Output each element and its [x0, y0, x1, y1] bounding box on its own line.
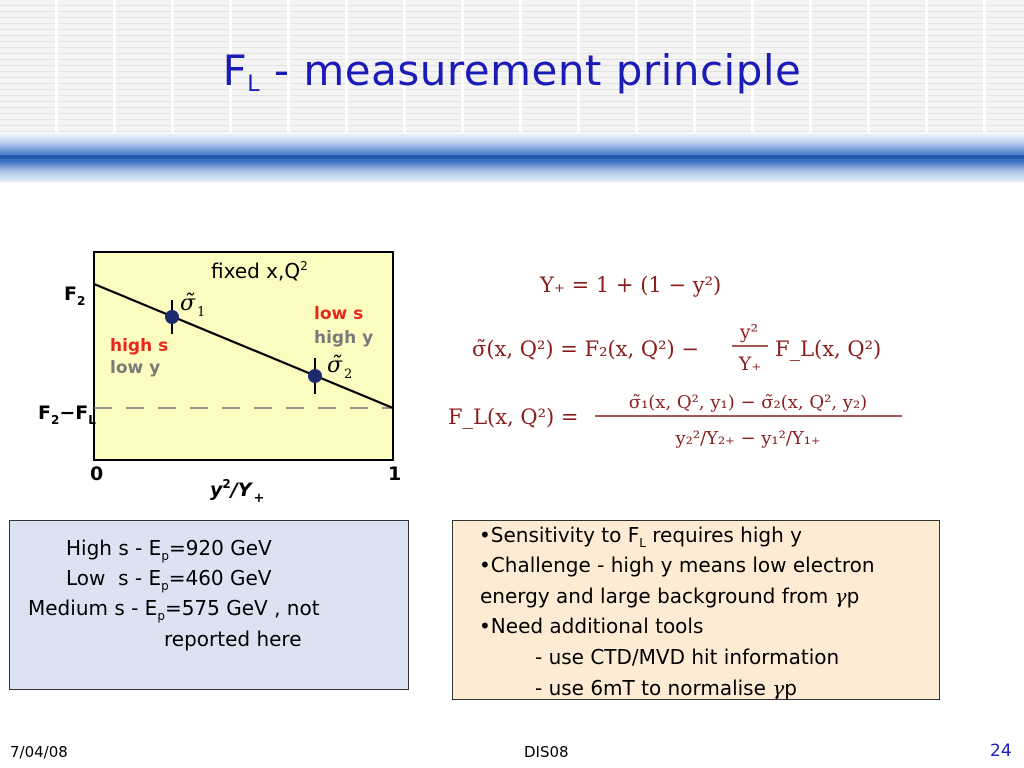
bullet-challenge-cont: energy and large background from γp [480, 584, 860, 608]
slide-title [0, 46, 1024, 97]
equations-block [430, 260, 920, 460]
subitem-ctd-mvd: - use CTD/MVD hit information [535, 645, 840, 669]
point1-marker [165, 310, 179, 324]
subitem-6mt: - use 6mT to normalise γp [535, 676, 797, 700]
beam-energy-box [9, 520, 409, 690]
beam-energy-line-high: High $s - E_p=920$ GeV [66, 536, 272, 563]
y-axis-label-f2: $F_2$ [64, 283, 86, 308]
label-low-y: low y [110, 358, 161, 378]
y-axis-label-f2-fl: $F_2-F_L$ [38, 402, 96, 427]
title-rest: - measurement principle [260, 46, 802, 95]
equation-reduced-xsec-den: Y₊ [738, 353, 762, 375]
beam-energy-line-note: reported here [164, 627, 302, 651]
point1-label: σ̃ $_1$ [180, 291, 206, 320]
equation-fl-num: σ̃₁(x, Q², y₁) − σ̃₂(x, Q², y₂) [628, 392, 868, 413]
plot-area [94, 252, 393, 460]
equation-reduced-xsec-rhs: F_L(x, Q²) [775, 337, 882, 361]
x-tick-1: 1 [388, 463, 402, 485]
x-tick-0: 0 [90, 463, 104, 485]
bullet-challenge: •Challenge - high y means low electron [479, 553, 875, 577]
footer-date: 7/04/08 [10, 743, 68, 761]
x-axis-label: $y^2/Y$ $_+$ [210, 477, 265, 506]
equation-fl-lhs: F_L(x, Q²) = [448, 405, 579, 429]
point2-marker [308, 369, 322, 383]
title-subscript: L [247, 72, 261, 97]
equation-fl-den: y₂²/Y₂₊ − y₁²/Y₁₊ [675, 428, 821, 449]
label-low-s: low s [314, 304, 364, 324]
footer-conference: DIS08 [524, 743, 569, 761]
point2-label: σ̃ $_2$ [327, 353, 353, 382]
footer-page-number: 24 [990, 741, 1012, 761]
label-high-s: high s [110, 336, 169, 356]
challenges-box [452, 520, 940, 700]
beam-energy-line-medium: Medium $s - E_p=575$ GeV , not [28, 596, 320, 623]
bullet-sensitivity: •Sensitivity to $F_L$ requires high y [479, 523, 802, 550]
bullet-tools: •Need additional tools [479, 614, 704, 638]
equation-reduced-xsec-lhs: σ̃(x, Q²) = F₂(x, Q²) − [472, 337, 699, 361]
header-divider-line [0, 155, 1024, 159]
plot-annotation: fixed $x,Q^2$ [211, 259, 308, 283]
equation-y-plus: Y₊ = 1 + (1 − y²) [540, 273, 722, 297]
title-main: F [222, 46, 248, 95]
equation-reduced-xsec-num: y² [739, 321, 759, 343]
label-high-y: high y [314, 328, 374, 348]
beam-energy-line-low: Low $s - E_p=460$ GeV [66, 566, 272, 593]
fl-principle-plot [0, 240, 420, 515]
